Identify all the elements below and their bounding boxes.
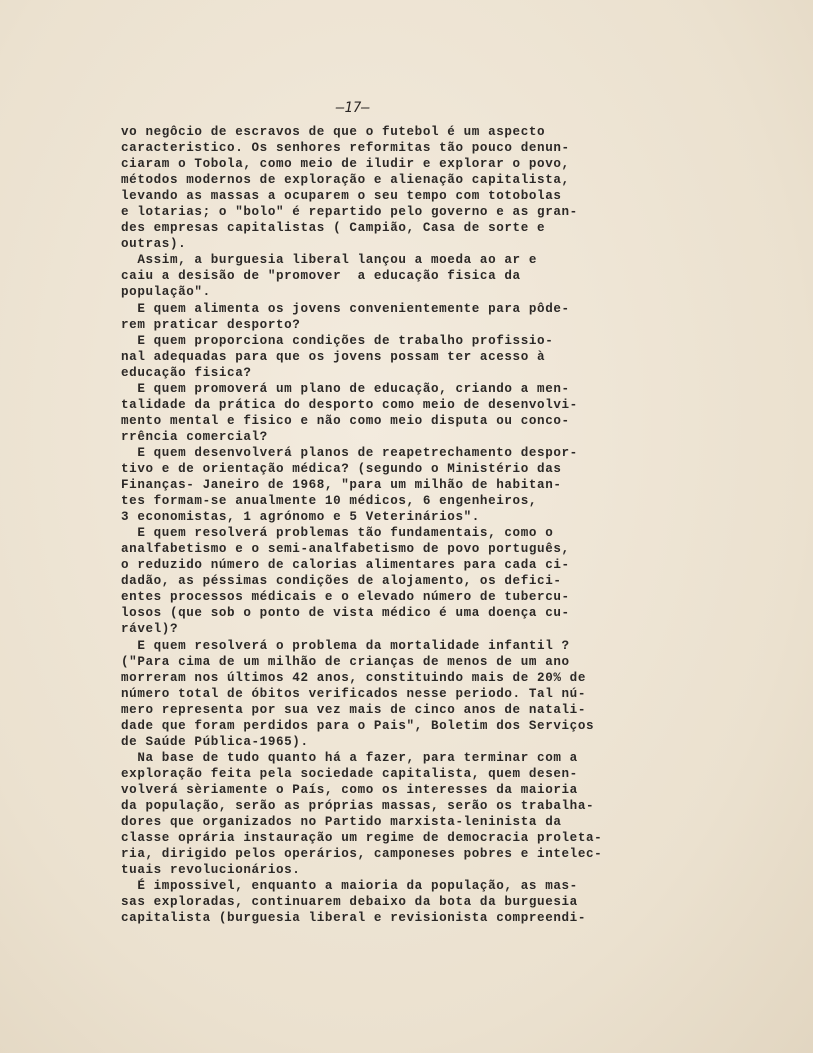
text-line: E quem resolverá o problema da mortalidade infantil ? — [121, 638, 570, 653]
text-line: classe oprária instauração um regime de democracia proleta- — [121, 831, 603, 846]
text-line: tes formam-se anualmente 10 médicos, 6 engenheiros, — [121, 494, 538, 509]
text-line: caracteristico. Os senhores reformitas tão pouco denun- — [121, 141, 570, 156]
text-line: caiu a desisão de "promover a educação fisica da — [121, 269, 521, 284]
text-line: ciaram o Tobola, como meio de iludir e explorar o povo, — [121, 157, 570, 172]
text-line: exploração feita pela sociedade capitalista, quem desen- — [121, 766, 578, 781]
text-line: E quem promoverá um plano de educação, criando a men- — [121, 381, 570, 396]
text-line: dores que organizados no Partido marxista-leninista da — [121, 815, 562, 830]
text-line: da população, serão as próprias massas, serão os trabalha- — [121, 798, 595, 813]
text-line: E quem desenvolverá planos de reapetrechamento despor- — [121, 445, 578, 460]
text-line: educação fisica? — [121, 365, 252, 380]
text-line: população". — [121, 285, 211, 300]
text-line: tivo e de orientação médica? (segundo o Ministério das — [121, 461, 562, 476]
text-line: de Saúde Pública-1965). — [121, 734, 309, 749]
text-line: vo negôcio de escravos de que o futebol é um aspecto — [121, 125, 546, 139]
page-number: —17— — [336, 100, 370, 116]
text-line: Assim, a burguesia liberal lançou a moeda ao ar e — [121, 253, 538, 268]
text-line: des empresas capitalistas ( Campião, Casa de sorte e — [121, 221, 546, 236]
text-line: entes processos médicais e o elevado número de tubercu- — [121, 590, 570, 605]
text-line: volverá sèriamente o País, como os interesses da maioria — [121, 782, 578, 797]
text-line: Finanças- Janeiro de 1968, "para um milhão de habitan- — [121, 478, 562, 493]
text-line: rem praticar desporto? — [121, 317, 301, 332]
text-line: morreram nos últimos 42 anos, constituindo mais de 20% de — [121, 670, 586, 685]
text-line: tuais revolucionários. — [121, 863, 301, 878]
text-line: E quem proporciona condições de trabalho profissio- — [121, 333, 554, 348]
text-line: levando as massas a ocuparem o seu tempo com totobolas — [121, 189, 562, 204]
text-line: É impossivel, enquanto a maioria da população, as mas- — [121, 879, 578, 894]
text-line: mero representa por sua vez mais de cinco anos de natali- — [121, 702, 586, 717]
text-line: métodos modernos de exploração e alienação capitalista, — [121, 173, 570, 188]
text-line: Na base de tudo quanto há a fazer, para terminar com a — [121, 750, 578, 765]
text-line: E quem alimenta os jovens convenientemente para pôde- — [121, 301, 570, 316]
text-line: outras). — [121, 237, 187, 252]
text-line: ("Para cima de um milhão de crianças de menos de um ano — [121, 654, 570, 669]
text-line: nal adequadas para que os jovens possam ter acesso à — [121, 349, 546, 364]
text-line: e lotarias; o "bolo" é repartido pelo governo e as gran- — [121, 205, 578, 220]
text-line: capitalista (burguesia liberal e revisionista compreendi- — [121, 911, 586, 926]
text-line: o reduzido número de calorias alimentares para cada ci- — [121, 558, 570, 573]
text-line: analfabetismo e o semi-analfabetismo de povo português, — [121, 542, 570, 557]
text-line: rável)? — [121, 622, 179, 637]
text-line: talidade da prática do desporto como meio de desenvolvi- — [121, 397, 578, 412]
text-line: E quem resolverá problemas tão fundamentais, como o — [121, 526, 554, 541]
body-text — [121, 124, 681, 926]
text-line: dadão, as péssimas condições de alojamento, os defici- — [121, 574, 562, 589]
text-line: losos (que sob o ponto de vista médico é uma doença cu- — [121, 606, 570, 621]
text-line: dade que foram perdidos para o Pais", Boletim dos Serviços — [121, 718, 595, 733]
text-line: 3 economistas, 1 agrónomo e 5 Veterinários". — [121, 510, 480, 525]
text-line: ria, dirigido pelos operários, camponeses pobres e intelec- — [121, 847, 603, 862]
text-line: número total de óbitos verificados nesse periodo. Tal nú- — [121, 686, 586, 701]
text-line: rrência comercial? — [121, 429, 268, 444]
text-line: mento mental e fisico e não como meio disputa ou conco- — [121, 413, 570, 428]
text-line: sas exploradas, continuarem debaixo da bota da burguesia — [121, 895, 578, 910]
